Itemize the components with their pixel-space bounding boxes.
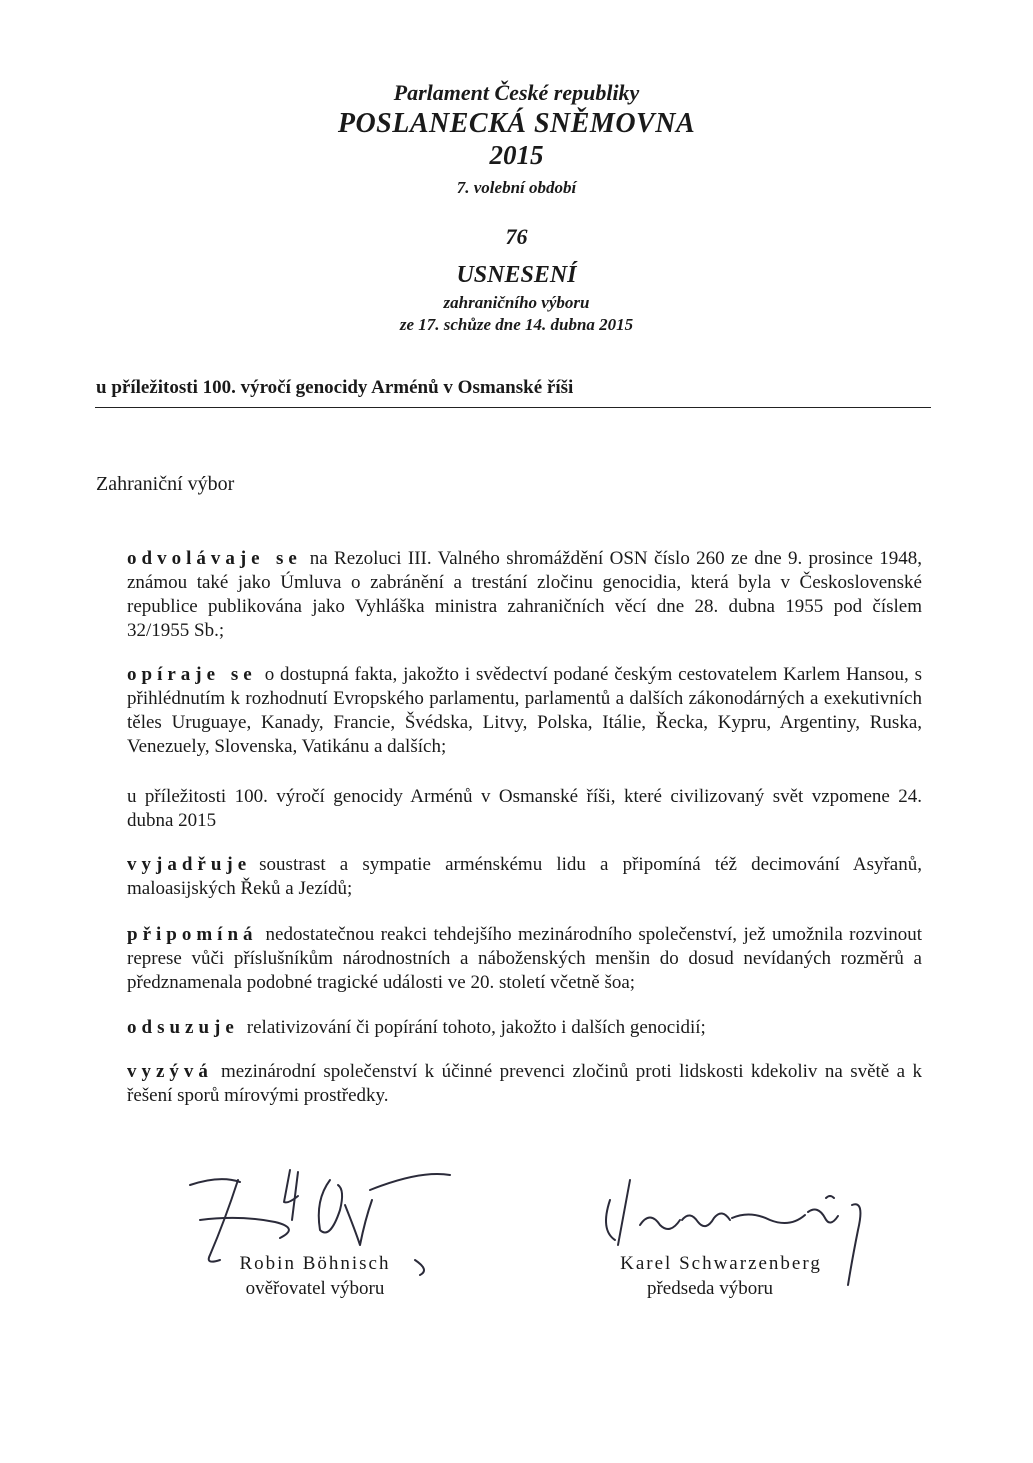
paragraph-text: relativizování či popírání tohoto, jakožto i dalších genocidií; [246, 1017, 706, 1038]
paragraph [127, 923, 922, 995]
subject-divider [95, 407, 931, 408]
resolution-number: 76 [505, 224, 528, 249]
paragraph-keyword: odsuzuje [127, 1017, 239, 1038]
paragraph-text: mezinárodní společenství k účinné prevenci zločinů proti lidskosti kdekoliv na světě a k řešení sporů mírovými prostředky. [127, 1061, 922, 1106]
paragraph-keyword: odvolávaje se [127, 548, 302, 569]
paragraph [127, 1060, 922, 1108]
paragraph-keyword: vyzývá [127, 1061, 213, 1082]
paragraph-keyword: vyjadřuje [127, 854, 252, 875]
session-date: ze 17. schůze dne 14. dubna 2015 [399, 315, 634, 334]
signatory-role: ověřovatel výboru [245, 1278, 385, 1299]
paragraph [127, 1016, 922, 1040]
signatory-role: předseda výboru [646, 1278, 774, 1299]
electoral-term: 7. volební období [456, 178, 577, 197]
paragraph-keyword: připomíná [127, 924, 258, 945]
paragraph-text: o dostupná fakta, jakožto i svědectví podané českým cestovatelem Karlem Hansou, s přihlédnutím k rozhodnutí Evropského parlamentu, parlamentů a dalších zákonodárných a exekutivních těles Uruguaye, Kanady, Francie, Švédska, Litvy, Polska, Itálie, Řecka, Kypru, Argentiny, Ruska, Venezuely, Slovenska, Vatikánu a dalších; [127, 664, 922, 757]
document-type: USNESENÍ [456, 262, 577, 288]
paragraph [127, 853, 922, 901]
opener: Zahraniční výbor [96, 473, 235, 495]
paragraph-text: na Rezoluci III. Valného shromáždění OSN číslo 260 ze dne 9. prosince 1948, známou také jako Úmluva o zabránění a trestání zločinu genocidia, která byla v Československé republice publikována jako Vyhláška ministra zahraničních věcí dne 28. dubna 1955 pod číslem 32/1955 Sb.; [127, 548, 922, 641]
signatory-name: Robin Böhnisch [239, 1253, 391, 1274]
year: 2015 [489, 140, 544, 170]
paragraph [127, 785, 922, 833]
paragraph-keyword: opíraje se [127, 664, 257, 685]
paragraph-text: u příležitosti 100. výročí genocidy Arménů v Osmanské říši, které civilizovaný svět vzpomene 24. dubna 2015 [127, 786, 922, 831]
paragraph [127, 547, 922, 643]
paragraph-text: soustrast a sympatie arménskému lidu a připomíná též decimování Asyřanů, maloasijských Řeků a Jezídů; [127, 854, 922, 899]
committee-name: zahraničního výboru [443, 293, 590, 312]
parliament-name: Parlament České republiky [393, 80, 640, 105]
resolution-subject: u příležitosti 100. výročí genocidy Arménů v Osmanské říši [96, 377, 574, 398]
paragraph-text: nedostatečnou reakci tehdejšího mezinárodního společenství, jež umožnila rozvinout represe vůči příslušníkům národnostních a náboženských menšin do dosud nevídaných rozměrů a předznamenala podobné tragické události ve 20. století včetně šoa; [127, 924, 922, 993]
signatory-name: Karel Schwarzenberg [620, 1253, 822, 1274]
paragraph [127, 663, 922, 759]
chamber-name: POSLANECKÁ SNĚMOVNA [337, 108, 696, 139]
